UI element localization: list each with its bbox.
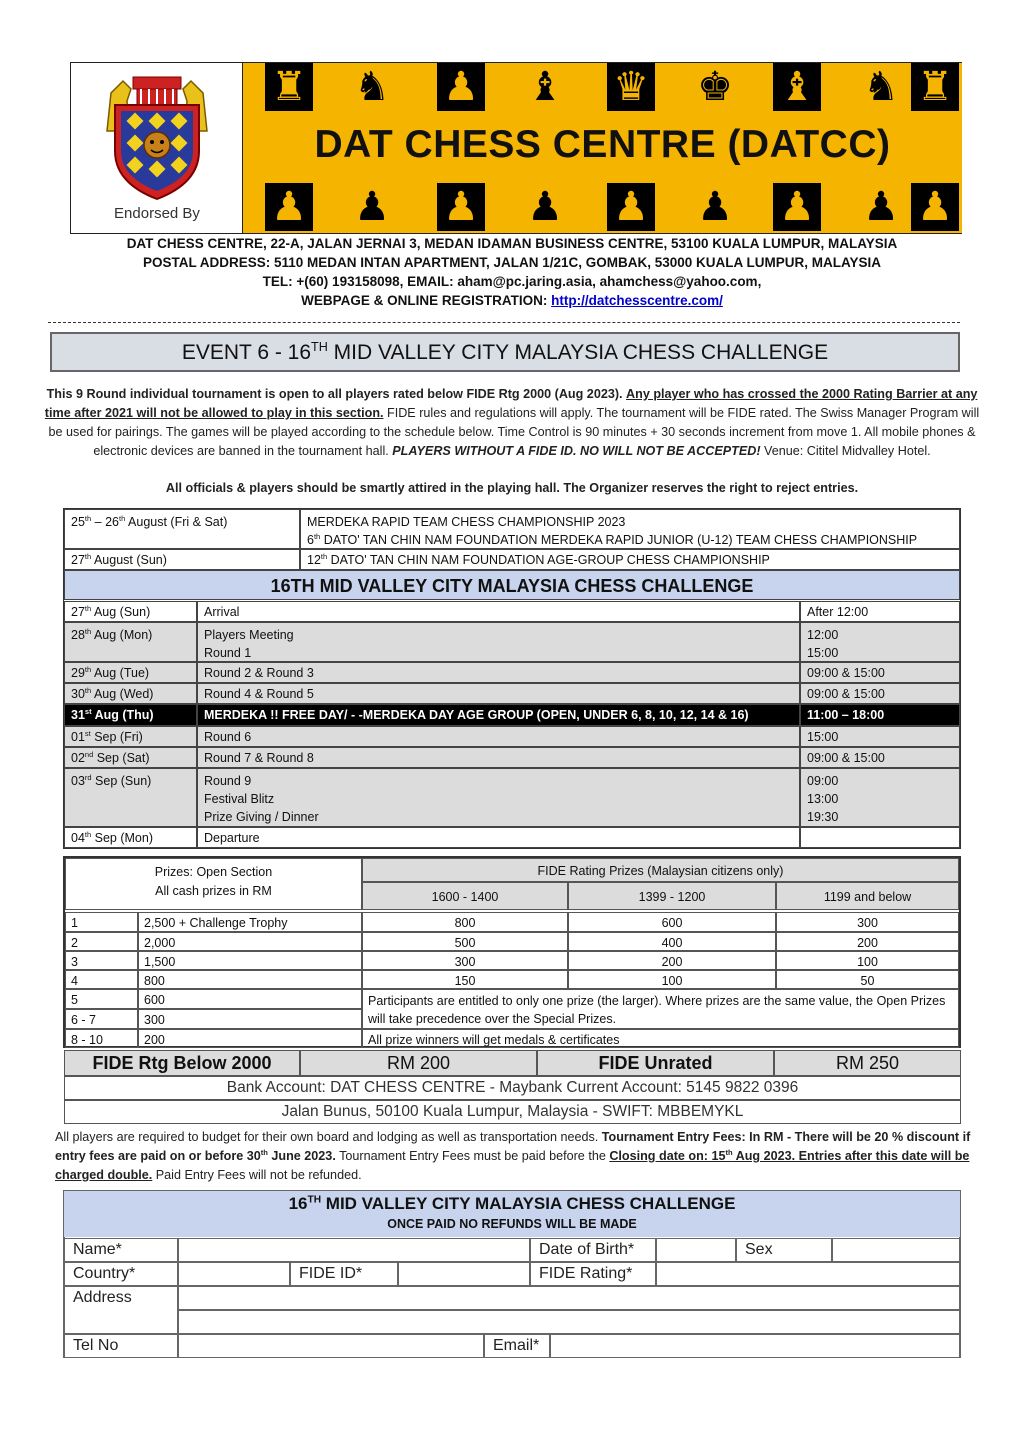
intro-rating-barrier: Any player who has crossed the 2000 Rating Barrier at any time after 2021 will not be allowed to play in this section.	[44, 387, 978, 420]
schedule-time: 11:00 – 18:00	[800, 704, 960, 726]
fee-value-unrated: RM 250	[774, 1050, 961, 1076]
email-label: Email*	[484, 1334, 550, 1358]
schedule-date: 01st Sep (Fri)	[64, 726, 197, 747]
website-line	[0, 293, 1024, 308]
schedule-date: 27th Aug (Sun)	[64, 601, 197, 622]
sex-field[interactable]	[832, 1238, 960, 1262]
event-title-prefix: EVENT 6 - 16	[181, 341, 312, 364]
prize-place: 8 - 10	[65, 1029, 138, 1048]
prize-place: 2	[65, 932, 138, 951]
rook-icon: ♜	[265, 63, 313, 111]
closing-date: Closing date on: 15th Aug 2023. Entries after this date will be charged double.	[55, 1147, 970, 1182]
top-piece-row	[243, 63, 962, 111]
schedule-event: Round 7 & Round 8	[197, 747, 800, 768]
fide-id-field[interactable]	[398, 1262, 530, 1286]
no-refund-note: ONCE PAID NO REFUNDS WILL BE MADE	[387, 1217, 637, 1231]
schedule-time: After 12:00	[800, 601, 960, 622]
pawn-icon: ♟	[911, 183, 959, 231]
contact-line: TEL: +(60) 193158098, EMAIL: aham@pc.jaring.asia, ahamchess@yahoo.com,	[262, 274, 762, 289]
band-prize: 200	[776, 932, 959, 951]
pre-event-date: 27th August (Sun)	[64, 549, 300, 570]
tel-field[interactable]	[178, 1334, 484, 1358]
prize-amount: 200	[138, 1029, 362, 1048]
knight-icon: ♞	[348, 63, 396, 111]
prize-amount: 2,500 + Challenge Trophy	[138, 912, 362, 932]
website-link[interactable]: http://datchesscentre.com/	[551, 293, 723, 308]
schedule-date: 30th Aug (Wed)	[64, 683, 197, 704]
schedule-time: 15:00	[800, 726, 960, 747]
rating-band: 1199 and below	[776, 882, 959, 910]
band-prize: 400	[568, 932, 776, 951]
address-field-line-1[interactable]	[178, 1286, 960, 1310]
bishop-icon: ♝	[773, 63, 821, 111]
prize-amount: 800	[138, 970, 362, 989]
pawn-icon: ♟	[691, 183, 739, 231]
schedule-time	[800, 827, 960, 848]
schedule-date: 29th Aug (Tue)	[64, 662, 197, 683]
tel-label: Tel No	[64, 1334, 178, 1358]
band-prize: 300	[362, 951, 568, 970]
schedule-time: 09:00 & 15:00	[800, 747, 960, 768]
discount-text: Tournament Entry Fees: In RM - There will be 20 % discount if entry fees are paid on or before 30th June 2023.	[55, 1130, 971, 1163]
fee-label-unrated: FIDE Unrated	[537, 1050, 774, 1076]
rating-band: 1399 - 1200	[568, 882, 776, 910]
schedule-time: 09:00 13:00 19:30	[800, 768, 960, 827]
schedule-date: 28th Aug (Mon)	[64, 622, 197, 662]
schedule-time: 12:00 15:00	[800, 622, 960, 662]
schedule-event: MERDEKA !! FREE DAY/ - -MERDEKA DAY AGE GROUP (OPEN, UNDER 6, 8, 10, 12, 14 & 16)	[197, 704, 800, 726]
bottom-piece-row	[243, 183, 962, 231]
country-label: Country*	[64, 1262, 178, 1286]
schedule-event: Departure	[197, 827, 800, 848]
prize-place: 1	[65, 912, 138, 932]
band-prize: 300	[776, 912, 959, 932]
band-prize: 600	[568, 912, 776, 932]
centre-title: DAT CHESS CENTRE (DATCC)	[314, 123, 891, 166]
band-prize: 500	[362, 932, 568, 951]
schedule-event: Round 6	[197, 726, 800, 747]
bishop-icon: ♝	[521, 63, 569, 111]
schedule-date: 03rd Sep (Sun)	[64, 768, 197, 827]
intro-fide-id-warning: PLAYERS WITHOUT A FIDE ID. NO WILL NOT BE ACCEPTED!	[392, 444, 761, 458]
intro-rules: FIDE rules and regulations will apply. The tournament will be FIDE rated. The Swiss Manager Program will be used for pairings. The games will be played according to the schedule below. Time Control is 90 minutes + 30 seconds increment from move 1. All mobile phones & electronic devices are banned in the tournament hall.	[48, 406, 980, 458]
pawn-icon: ♟	[607, 183, 655, 231]
schedule-event: Players Meeting Round 1	[197, 622, 800, 662]
schedule-event: Round 2 & Round 3	[197, 662, 800, 683]
schedule-time: 09:00 & 15:00	[800, 662, 960, 683]
prize-place: 6 - 7	[65, 1009, 138, 1029]
endorsed-by-label: Endorsed By	[114, 205, 200, 222]
prize-amount: 2,000	[138, 932, 362, 951]
schedule-event: Arrival	[197, 601, 800, 622]
country-field[interactable]	[178, 1262, 290, 1286]
pawn-icon: ♟	[437, 63, 485, 111]
medals-note: All prize winners will get medals & certificates	[362, 1029, 959, 1048]
email-field[interactable]	[550, 1334, 960, 1358]
band-prize: 150	[362, 970, 568, 989]
sex-label: Sex	[736, 1238, 832, 1262]
budget-text: All players are required to budget for their own board and lodging as well as transportation needs.	[55, 1130, 599, 1144]
prize-place: 4	[65, 970, 138, 989]
open-prize-header: Prizes: Open Section All cash prizes in RM	[65, 858, 362, 910]
prize-amount: 600	[138, 989, 362, 1009]
schedule-time: 09:00 & 15:00	[800, 683, 960, 704]
budget-note	[55, 1128, 975, 1185]
header-banner	[70, 62, 962, 234]
address-line-2: POSTAL ADDRESS: 5110 MEDAN INTAN APARTMENT, JALAN 1/21C, GOMBAK, 53000 KUALA LUMPUR, MALAYSIA	[142, 255, 882, 270]
event-title-sup: TH	[311, 340, 328, 354]
address-label: Address	[64, 1286, 178, 1334]
fide-rating-field[interactable]	[656, 1262, 960, 1286]
pawn-icon: ♟	[521, 183, 569, 231]
pawn-icon: ♟	[265, 183, 313, 231]
intro-venue: Venue: Cititel Midvalley Hotel.	[764, 444, 931, 458]
pawn-icon: ♟	[437, 183, 485, 231]
form-heading: 16TH MID VALLEY CITY MALAYSIA CHESS CHALLENGE	[288, 1194, 736, 1213]
band-prize: 800	[362, 912, 568, 932]
schedule-date: 04th Sep (Mon)	[64, 827, 197, 848]
prize-amount: 1,500	[138, 951, 362, 970]
intro-open-text: This 9 Round individual tournament is open to all players rated below FIDE Rtg 2000 (Aug 2023).	[46, 387, 623, 401]
deadline-text: Tournament Entry Fees must be paid before the	[339, 1149, 606, 1163]
fee-label-rated: FIDE Rtg Below 2000	[64, 1050, 300, 1076]
dat-crest-logo	[101, 71, 213, 201]
address-line-1: DAT CHESS CENTRE, 22-A, JALAN JERNAI 3, MEDAN IDAMAN BUSINESS CENTRE, 53100 KUALA LUMPUR, MALAYSIA	[126, 236, 898, 251]
divider	[48, 322, 960, 323]
pawn-icon: ♟	[857, 183, 905, 231]
schedule-date: 31st Aug (Thu)	[64, 704, 197, 726]
name-label: Name*	[64, 1238, 178, 1262]
pawn-icon: ♟	[773, 183, 821, 231]
bank-account: Bank Account: DAT CHESS CENTRE - Maybank Current Account: 5145 9822 0396	[64, 1076, 961, 1100]
bank-address: Jalan Bunus, 50100 Kuala Lumpur, Malaysia - SWIFT: MBBEMYKL	[64, 1100, 961, 1124]
logo-box	[71, 63, 243, 233]
schedule-title: 16TH MID VALLEY CITY MALAYSIA CHESS CHALLENGE	[64, 570, 960, 600]
prize-amount: 300	[138, 1009, 362, 1029]
schedule-event: Round 4 & Round 5	[197, 683, 800, 704]
fide-id-label: FIDE ID*	[290, 1262, 398, 1286]
event-title	[50, 332, 960, 372]
prize-place: 3	[65, 951, 138, 970]
prize-place: 5	[65, 989, 138, 1009]
website-label: WEBPAGE & ONLINE REGISTRATION:	[301, 293, 548, 308]
pre-event-description: MERDEKA RAPID TEAM CHESS CHAMPIONSHIP 2023 6th DATO' TAN CHIN NAM FOUNDATION MERDEKA RAPID JUNIOR (U-12) TEAM CHESS CHAMPIONSHIP	[300, 509, 960, 549]
knight-icon: ♞	[857, 63, 905, 111]
address-field-line-2[interactable]	[178, 1310, 960, 1334]
pre-event-description: 12th DATO' TAN CHIN NAM FOUNDATION AGE-GROUP CHESS CHAMPIONSHIP	[300, 549, 960, 570]
schedule-event: Round 9 Festival Blitz Prize Giving / Dinner	[197, 768, 800, 827]
band-prize: 200	[568, 951, 776, 970]
king-icon: ♚	[691, 63, 739, 111]
band-prize: 50	[776, 970, 959, 989]
intro-paragraph	[40, 385, 984, 461]
queen-icon: ♛	[607, 63, 655, 111]
fide-rating-label: FIDE Rating*	[530, 1262, 656, 1286]
pre-event-date: 25th – 26th August (Fri & Sat)	[64, 509, 300, 549]
rating-band: 1600 - 1400	[362, 882, 568, 910]
rook-icon: ♜	[911, 63, 959, 111]
chess-banner	[243, 63, 962, 233]
attire-note: All officials & players should be smartly attired in the playing hall. The Organizer reserves the right to reject entries.	[165, 481, 859, 495]
band-prize: 100	[568, 970, 776, 989]
name-field[interactable]	[178, 1238, 530, 1262]
schedule-date: 02nd Sep (Sat)	[64, 747, 197, 768]
pawn-icon: ♟	[348, 183, 396, 231]
event-title-suffix: MID VALLEY CITY MALAYSIA CHESS CHALLENGE	[327, 341, 829, 364]
one-prize-note: Participants are entitled to only one prize (the larger). Where prizes are the same value, the Open Prizes will take precedence over the Special Prizes.	[362, 989, 959, 1029]
fide-prize-header: FIDE Rating Prizes (Malaysian citizens only)	[362, 858, 959, 882]
dob-field[interactable]	[656, 1238, 736, 1262]
form-title	[64, 1191, 960, 1237]
dob-label: Date of Birth*	[530, 1238, 656, 1262]
fee-value-rated: RM 200	[300, 1050, 537, 1076]
band-prize: 100	[776, 951, 959, 970]
refund-text: Paid Entry Fees will not be refunded.	[155, 1168, 362, 1182]
